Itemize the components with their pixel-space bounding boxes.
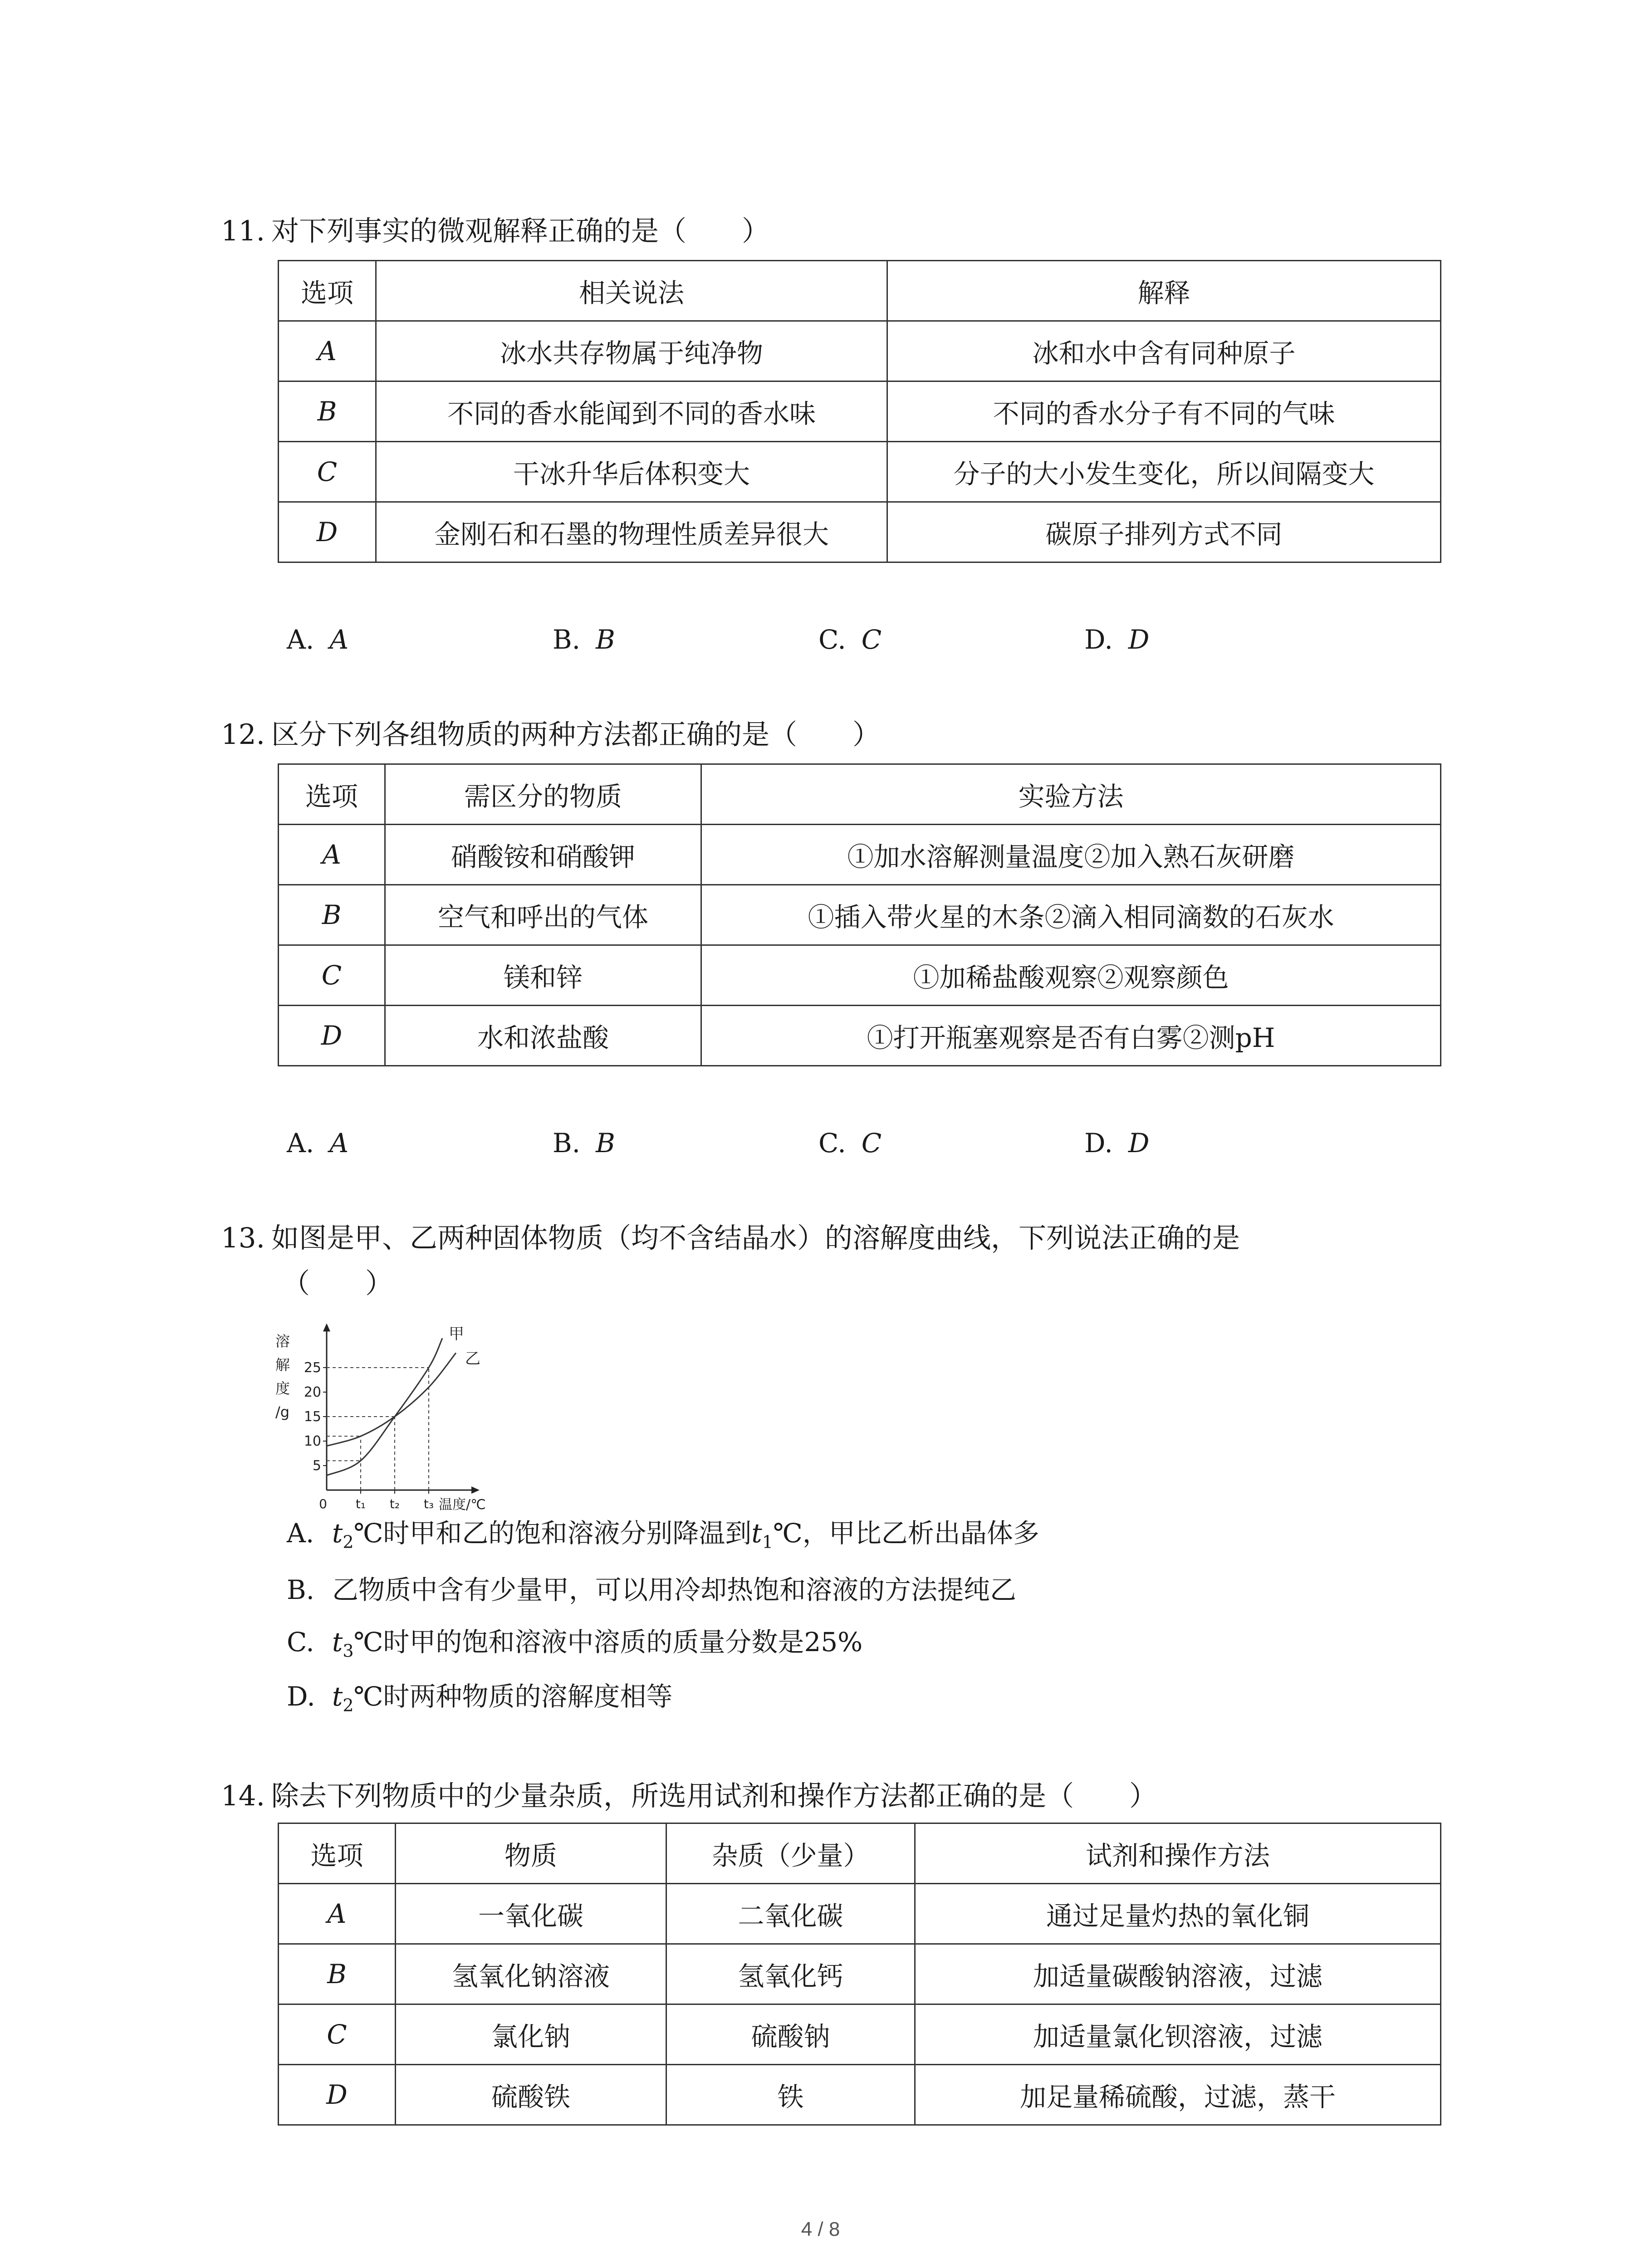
- q14-number: 14.: [221, 1780, 265, 1812]
- table-cell: 通过足量灼热的氧化铜: [915, 1884, 1441, 1944]
- table-cell: D: [279, 502, 376, 562]
- q11-stem: [221, 213, 769, 249]
- q11-table: [278, 260, 1441, 563]
- table-row: [279, 442, 1441, 502]
- series-line-yi: [327, 1353, 456, 1446]
- x-tick-label: t₃: [423, 1496, 434, 1511]
- table-header-row: [279, 1823, 1441, 1884]
- table-row: [279, 381, 1441, 442]
- table-cell: 空气和呼出的气体: [385, 885, 701, 945]
- table-cell: 一氧化碳: [396, 1884, 666, 1944]
- solubility-chart: [274, 1306, 529, 1515]
- y-tick-label: 15: [304, 1409, 321, 1425]
- table-cell: 金刚石和石墨的物理性质差异很大: [376, 502, 887, 562]
- table-row: [279, 321, 1441, 381]
- x-tick-label: 0: [319, 1496, 327, 1511]
- table-cell: ①打开瓶塞观察是否有白雾②测pH: [701, 1006, 1441, 1066]
- table-cell: ①加稀盐酸观察②观察颜色: [701, 945, 1441, 1006]
- table-header-row: [279, 261, 1441, 321]
- q13-option-b[interactable]: B. 乙物质中含有少量甲，可以用冷却热饱和溶液的方法提纯乙: [287, 1574, 1017, 1605]
- table-cell: A: [279, 321, 376, 381]
- table-cell: 硫酸钠: [666, 2004, 915, 2065]
- table-cell: C: [279, 2004, 396, 2065]
- table-cell: 硫酸铁: [396, 2065, 666, 2125]
- q14-table: [278, 1823, 1441, 2126]
- table-row: [279, 1944, 1441, 2004]
- table-header: 需区分的物质: [385, 764, 701, 825]
- choice-a[interactable]: A. A: [287, 1128, 349, 1158]
- q14-stem-text: 除去下列物质中的少量杂质，所选用试剂和操作方法都正确的是（ ）: [271, 1780, 1157, 1812]
- table-cell: C: [279, 442, 376, 502]
- table-header: 实验方法: [701, 764, 1441, 825]
- table-row: [279, 825, 1441, 885]
- q13-number: 13.: [221, 1222, 265, 1254]
- q12-stem: [221, 717, 880, 753]
- table-cell: A: [279, 825, 385, 885]
- q14-stem: [221, 1778, 1157, 1814]
- table-cell: B: [279, 1944, 396, 2004]
- q13-stem-line2: （ ）: [282, 1267, 393, 1300]
- table-cell: 硝酸铵和硝酸钾: [385, 825, 701, 885]
- table-cell: 加适量碳酸钠溶液，过滤: [915, 1944, 1441, 2004]
- table-cell: 氢氧化钠溶液: [396, 1944, 666, 2004]
- y-tick-label: 20: [304, 1384, 321, 1400]
- x-axis-arrow: [471, 1486, 480, 1494]
- table-cell: D: [279, 2065, 396, 2125]
- y-tick-label: 5: [312, 1458, 321, 1474]
- table-header: 选项: [279, 261, 376, 321]
- table-row: [279, 1884, 1441, 1944]
- table-cell: 水和浓盐酸: [385, 1006, 701, 1066]
- q13-stem: [221, 1220, 1240, 1256]
- choice-d[interactable]: D. D: [1084, 1128, 1150, 1158]
- q13-option-a[interactable]: A. $t_2℃$时甲和乙的饱和溶液分别降温到$t_1℃$，甲比乙析出晶体多: [287, 1518, 1039, 1552]
- table-cell: B: [279, 381, 376, 442]
- x-tick-label: t₂: [389, 1496, 400, 1511]
- x-axis-label: 温度/℃: [439, 1497, 486, 1513]
- table-cell: 氢氧化钙: [666, 1944, 915, 2004]
- choice-a[interactable]: A. A: [287, 624, 349, 655]
- table-cell: 镁和锌: [385, 945, 701, 1006]
- table-header: 相关说法: [376, 261, 887, 321]
- series-label: 乙: [465, 1349, 480, 1368]
- table-header: 杂质（少量）: [666, 1823, 915, 1884]
- table-cell: 氯化钠: [396, 2004, 666, 2065]
- table-cell: 加适量氯化钡溶液，过滤: [915, 2004, 1441, 2065]
- q11-number: 11.: [221, 215, 265, 247]
- table-cell: B: [279, 885, 385, 945]
- q13-option-d[interactable]: D. $t_2℃$时两种物质的溶解度相等: [287, 1681, 673, 1716]
- x-tick-label: t₁: [355, 1496, 366, 1511]
- choice-d[interactable]: D. D: [1084, 624, 1150, 655]
- choice-c[interactable]: C. C: [818, 624, 882, 655]
- table-cell: 二氧化碳: [666, 1884, 915, 1944]
- table-cell: 加足量稀硫酸，过滤，蒸干: [915, 2065, 1441, 2125]
- y-axis-label: 度: [275, 1380, 290, 1397]
- table-cell: 铁: [666, 2065, 915, 2125]
- q11-stem-text: 对下列事实的微观解释正确的是（ ）: [271, 215, 770, 247]
- table-cell: 不同的香水能闻到不同的香水味: [376, 381, 887, 442]
- y-tick-label: 10: [304, 1433, 321, 1449]
- table-row: [279, 1006, 1441, 1066]
- series-line-jia: [327, 1338, 442, 1475]
- q12-table: [278, 763, 1441, 1066]
- choice-b[interactable]: B. B: [553, 624, 615, 655]
- y-axis-label: 解: [275, 1356, 290, 1374]
- table-cell: A: [279, 1884, 396, 1944]
- table-header: 解释: [887, 261, 1441, 321]
- table-cell: ①加水溶解测量温度②加入熟石灰研磨: [701, 825, 1441, 885]
- table-row: [279, 2004, 1441, 2065]
- choice-b[interactable]: B. B: [553, 1128, 615, 1158]
- table-header: 物质: [396, 1823, 666, 1884]
- table-cell: C: [279, 945, 385, 1006]
- table-cell: D: [279, 1006, 385, 1066]
- q13-stem-text: 如图是甲、乙两种固体物质（均不含结晶水）的溶解度曲线，下列说法正确的是: [271, 1222, 1240, 1254]
- table-cell: 冰水共存物属于纯净物: [376, 321, 887, 381]
- choice-c[interactable]: C. C: [818, 1128, 882, 1158]
- table-cell: 分子的大小发生变化，所以间隔变大: [887, 442, 1441, 502]
- y-axis-arrow: [323, 1323, 330, 1331]
- table-header: 选项: [279, 1823, 396, 1884]
- table-cell: 冰和水中含有同种原子: [887, 321, 1441, 381]
- y-axis-label: /g: [275, 1403, 290, 1421]
- y-tick-label: 25: [304, 1360, 321, 1376]
- table-row: [279, 885, 1441, 945]
- table-row: [279, 502, 1441, 562]
- q13-option-c[interactable]: C. $t_3℃$时甲的饱和溶液中溶质的质量分数是25%: [287, 1627, 863, 1661]
- series-label: 甲: [449, 1325, 464, 1344]
- q12-number: 12.: [221, 719, 265, 751]
- table-cell: 碳原子排列方式不同: [887, 502, 1441, 562]
- table-row: [279, 945, 1441, 1006]
- y-axis-label: 溶: [275, 1333, 290, 1350]
- table-header-row: [279, 764, 1441, 825]
- table-header: 选项: [279, 764, 385, 825]
- table-cell: ①插入带火星的木条②滴入相同滴数的石灰水: [701, 885, 1441, 945]
- table-row: [279, 2065, 1441, 2125]
- table-cell: 干冰升华后体积变大: [376, 442, 887, 502]
- table-cell: 不同的香水分子有不同的气味: [887, 381, 1441, 442]
- table-header: 试剂和操作方法: [915, 1823, 1441, 1884]
- page-number: 4 / 8: [801, 2218, 840, 2240]
- q12-stem-text: 区分下列各组物质的两种方法都正确的是（ ）: [271, 719, 881, 751]
